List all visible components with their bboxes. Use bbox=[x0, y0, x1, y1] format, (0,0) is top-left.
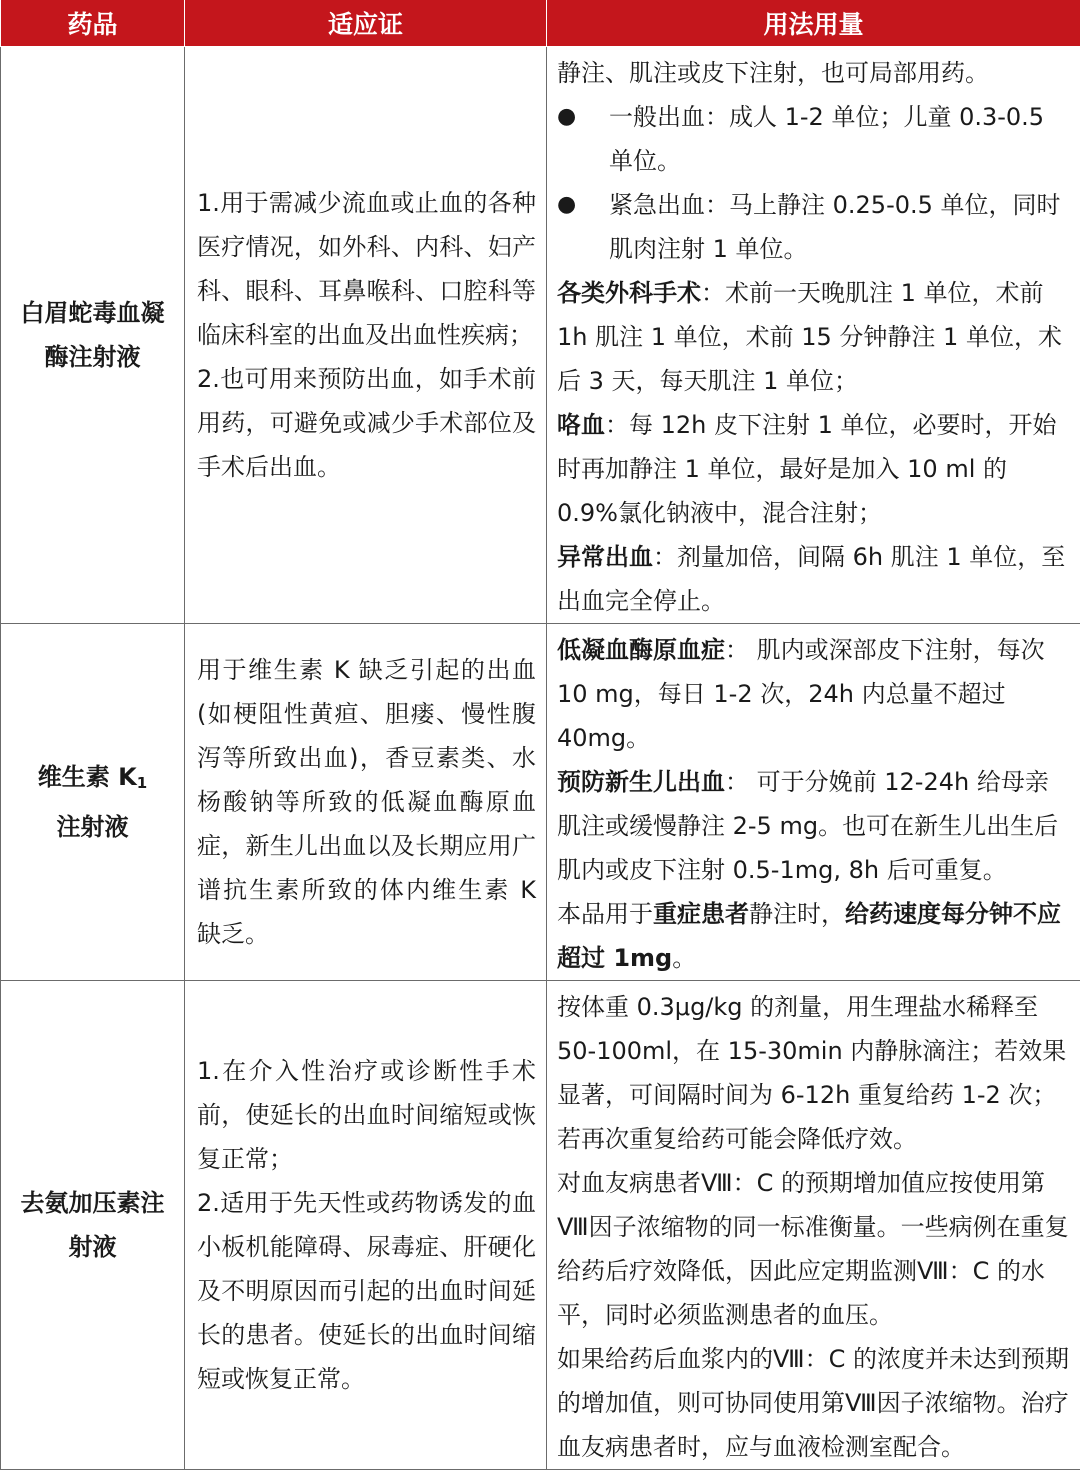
drug-name-cell bbox=[1, 980, 185, 1469]
usage-text: ：每 12h 皮下注射 1 单位，必要时，开始时再加静注 1 单位，最好是加入 10 ml 的 0.9%氯化钠液中，混合注射； bbox=[557, 411, 1057, 527]
drug-name-cell bbox=[1, 623, 185, 980]
usage-paragraph: 如果给药后血浆内的Ⅷ：C 的浓度并未达到预期的增加值，则可协同使用第Ⅷ因子浓缩物。治疗血友病患者时，应与血液检测室配合。 bbox=[557, 1337, 1072, 1469]
bullet-icon: ● bbox=[557, 183, 609, 271]
usage-emphasis: 重症患者 bbox=[653, 900, 749, 928]
indication-cell bbox=[185, 980, 547, 1469]
usage-text: ： 可于分娩前 12-24h 给母亲肌注或缓慢静注 2-5 mg。也可在新生儿出生后肌内或皮下注射 0.5-1mg, 8h 后可重复。 bbox=[557, 768, 1058, 884]
usage-paragraph: 按体重 0.3μg/kg 的剂量，用生理盐水稀释至 50-100ml，在 15-30min 内静脉滴注；若效果显著，可间隔时间为 6-12h 重复给药 1-2 次；若再次重复给药可能会降低疗效。 bbox=[557, 985, 1072, 1161]
usage-bullet-text: 紧急出血：马上静注 0.25-0.5 单位，同时肌肉注射 1 单位。 bbox=[609, 183, 1072, 271]
usage-label: 各类外科手术 bbox=[557, 279, 701, 307]
usage-cell bbox=[547, 980, 1080, 1469]
usage-text: ：剂量加倍，间隔 6h 肌注 1 单位，至出血完全停止。 bbox=[557, 543, 1065, 615]
usage-intro: 静注、肌注或皮下注射，也可局部用药。 bbox=[557, 51, 1072, 95]
table-row bbox=[1, 623, 1080, 980]
indication-cell bbox=[185, 46, 547, 623]
table-row bbox=[1, 46, 1080, 623]
drug-name-subscript: 1 bbox=[137, 774, 147, 792]
usage-bullet bbox=[557, 183, 1072, 271]
usage-bullet-text: 一般出血：成人 1-2 单位；儿童 0.3-0.5 单位。 bbox=[609, 95, 1072, 183]
indication-text: 用于维生素 K 缺乏引起的出血(如梗阻性黄疸、胆瘘、慢性腹泻等所致出血)，香豆素类、水杨酸钠等所致的低凝血酶原血症，新生儿出血以及长期应用广谱抗生素所致的体内维生素 K 缺乏。 bbox=[197, 648, 536, 956]
usage-label: 咯血 bbox=[557, 411, 605, 439]
drug-name-line bbox=[11, 755, 174, 805]
indication-text: 2.也可用来预防出血，如手术前用药，可避免或减少手术部位及手术后出血。 bbox=[197, 357, 536, 489]
indication-text: 1.在介入性治疗或诊断性手术前，使延长的出血时间缩短或恢复正常； bbox=[197, 1049, 536, 1181]
usage-label: 异常出血 bbox=[557, 543, 653, 571]
usage-text: ： 肌内或深部皮下注射，每次 10 mg，每日 1-2 次，24h 内总量不超过 40mg。 bbox=[557, 636, 1045, 752]
usage-paragraph bbox=[557, 892, 1072, 980]
usage-paragraph bbox=[557, 628, 1072, 760]
drug-name-line: 酶注射液 bbox=[11, 335, 174, 379]
usage-cell bbox=[547, 623, 1080, 980]
drug-name-line: 去氨加压素注 bbox=[11, 1181, 174, 1225]
usage-paragraph bbox=[557, 760, 1072, 892]
usage-bullet bbox=[557, 95, 1072, 183]
indication-text: 1.用于需减少流血或止血的各种医疗情况，如外科、内科、妇产科、眼科、耳鼻喉科、口腔科等临床科室的出血及出血性疾病； bbox=[197, 181, 536, 357]
indication-cell bbox=[185, 623, 547, 980]
drug-name-text: 维生素 K bbox=[38, 763, 137, 791]
usage-emphasis: 给药速度每分钟不应超过 1mg bbox=[557, 900, 1061, 972]
usage-paragraph bbox=[557, 271, 1072, 403]
header-usage: 用法用量 bbox=[547, 0, 1080, 46]
usage-paragraph: 对血友病患者Ⅷ：C 的预期增加值应按使用第Ⅷ因子浓缩物的同一标准衡量。一些病例在重复给药后疗效降低，因此应定期监测Ⅷ：C 的水平，同时必须监测患者的血压。 bbox=[557, 1161, 1072, 1337]
usage-cell bbox=[547, 46, 1080, 623]
table-header bbox=[1, 0, 1080, 46]
table-row bbox=[1, 980, 1080, 1469]
usage-paragraph bbox=[557, 403, 1072, 535]
drug-name-line: 白眉蛇毒血凝 bbox=[11, 291, 174, 335]
usage-text: 。 bbox=[672, 944, 696, 972]
drug-name-cell bbox=[1, 46, 185, 623]
drug-name-line: 注射液 bbox=[11, 805, 174, 849]
bullet-icon: ● bbox=[557, 95, 609, 183]
indication-text: 2.适用于先天性或药物诱发的血小板机能障碍、尿毒症、肝硬化及不明原因而引起的出血时间延长的患者。使延长的出血时间缩短或恢复正常。 bbox=[197, 1181, 536, 1401]
usage-label: 预防新生儿出血 bbox=[557, 768, 725, 796]
usage-label: 低凝血酶原血症 bbox=[557, 636, 725, 664]
usage-text: ：术前一天晚肌注 1 单位，术前 1h 肌注 1 单位，术前 15 分钟静注 1 单位，术后 3 天，每天肌注 1 单位； bbox=[557, 279, 1062, 395]
usage-text: 静注时， bbox=[749, 900, 845, 928]
usage-paragraph bbox=[557, 535, 1072, 623]
header-drug: 药品 bbox=[1, 0, 185, 46]
header-indication: 适应证 bbox=[185, 0, 547, 46]
usage-text: 本品用于 bbox=[557, 900, 653, 928]
drug-name-line: 射液 bbox=[11, 1225, 174, 1269]
